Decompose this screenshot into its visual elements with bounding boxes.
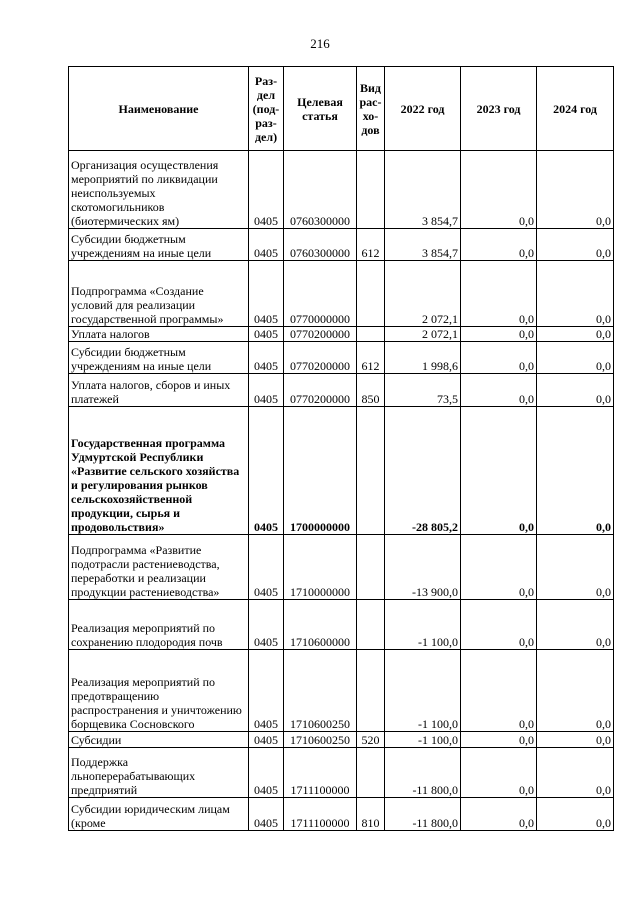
row-expense-type: 520 (357, 732, 385, 748)
table-row (69, 327, 614, 342)
row-2022: -13 900,0 (385, 535, 461, 600)
row-2022: 1 998,6 (385, 342, 461, 374)
row-name: Уплата налогов (69, 327, 249, 342)
table-row (69, 650, 614, 732)
row-name: Субсидии бюджетным учреждениям на иные цели (69, 342, 249, 374)
row-2023: 0,0 (461, 151, 537, 229)
row-section: 0405 (249, 732, 284, 748)
row-2022: 3 854,7 (385, 229, 461, 261)
table-row (69, 407, 614, 535)
row-2024: 0,0 (537, 151, 614, 229)
row-2024: 0,0 (537, 261, 614, 327)
row-2022: -1 100,0 (385, 732, 461, 748)
row-name: Подпрограмма «Развитие подотрасли растениеводства, переработки и реализации продукции растениеводства» (69, 535, 249, 600)
row-2023: 0,0 (461, 600, 537, 650)
row-target: 1710600250 (284, 650, 357, 732)
row-section: 0405 (249, 374, 284, 407)
row-2024: 0,0 (537, 748, 614, 798)
row-expense-type (357, 650, 385, 732)
row-target: 1711100000 (284, 798, 357, 831)
row-2022: 3 854,7 (385, 151, 461, 229)
row-expense-type (357, 151, 385, 229)
row-2022: -11 800,0 (385, 748, 461, 798)
row-2023: 0,0 (461, 342, 537, 374)
row-section: 0405 (249, 650, 284, 732)
row-target: 0770200000 (284, 327, 357, 342)
row-expense-type (357, 535, 385, 600)
row-2023: 0,0 (461, 327, 537, 342)
row-section: 0405 (249, 535, 284, 600)
row-expense-type: 612 (357, 229, 385, 261)
table-body (69, 151, 614, 831)
row-2024: 0,0 (537, 600, 614, 650)
budget-table (68, 66, 614, 831)
row-2023: 0,0 (461, 748, 537, 798)
table-row (69, 798, 614, 831)
row-section: 0405 (249, 151, 284, 229)
row-2022: -28 805,2 (385, 407, 461, 535)
row-section: 0405 (249, 229, 284, 261)
row-2024: 0,0 (537, 535, 614, 600)
table-row (69, 600, 614, 650)
row-target: 1710000000 (284, 535, 357, 600)
row-2024: 0,0 (537, 229, 614, 261)
row-name: Подпрограмма «Создание условий для реализации государственной программы» (69, 261, 249, 327)
row-name: Организация осуществления мероприятий по ликвидации неиспользуемых скотомогильников (биотермических ям) (69, 151, 249, 229)
row-name: Уплата налогов, сборов и иных платежей (69, 374, 249, 407)
row-section: 0405 (249, 327, 284, 342)
row-2024: 0,0 (537, 327, 614, 342)
row-name: Реализация мероприятий по предотвращению распространения и уничтожению борщевика Сосновского (69, 650, 249, 732)
row-name: Государственная программа Удмуртской Республики «Развитие сельского хозяйства и регулирования рынков сельскохозяйственной продукции, сырья и продовольствия» (69, 407, 249, 535)
row-expense-type (357, 748, 385, 798)
row-2023: 0,0 (461, 407, 537, 535)
row-2022: -1 100,0 (385, 650, 461, 732)
row-2024: 0,0 (537, 407, 614, 535)
row-name: Реализация мероприятий по сохранению плодородия почв (69, 600, 249, 650)
row-target: 0770000000 (284, 261, 357, 327)
row-name: Субсидии юридическим лицам (кроме (69, 798, 249, 831)
row-2024: 0,0 (537, 732, 614, 748)
row-2023: 0,0 (461, 374, 537, 407)
table-row (69, 342, 614, 374)
row-2023: 0,0 (461, 229, 537, 261)
row-2022: 73,5 (385, 374, 461, 407)
page-number: 216 (310, 36, 330, 51)
row-2024: 0,0 (537, 798, 614, 831)
header-target: Целевая статья (284, 67, 357, 151)
header-2023: 2023 год (461, 67, 537, 151)
row-section: 0405 (249, 407, 284, 535)
row-2022: -11 800,0 (385, 798, 461, 831)
row-2024: 0,0 (537, 650, 614, 732)
row-2022: -1 100,0 (385, 600, 461, 650)
row-target: 0760300000 (284, 151, 357, 229)
table-row (69, 261, 614, 327)
row-target: 0770200000 (284, 374, 357, 407)
row-section: 0405 (249, 261, 284, 327)
header-2024: 2024 год (537, 67, 614, 151)
table-header-row (69, 67, 614, 151)
row-2023: 0,0 (461, 535, 537, 600)
row-expense-type (357, 600, 385, 650)
row-section: 0405 (249, 798, 284, 831)
row-2024: 0,0 (537, 374, 614, 407)
table-row (69, 151, 614, 229)
header-expense-type: Вид рас- хо- дов (357, 67, 385, 151)
row-expense-type (357, 261, 385, 327)
row-2022: 2 072,1 (385, 327, 461, 342)
header-section: Раз- дел (под- раз- дел) (249, 67, 284, 151)
row-section: 0405 (249, 748, 284, 798)
row-target: 0770200000 (284, 342, 357, 374)
table-row (69, 748, 614, 798)
row-section: 0405 (249, 600, 284, 650)
row-2024: 0,0 (537, 342, 614, 374)
header-2022: 2022 год (385, 67, 461, 151)
row-name: Субсидии бюджетным учреждениям на иные цели (69, 229, 249, 261)
table-row (69, 732, 614, 748)
row-2023: 0,0 (461, 650, 537, 732)
row-section: 0405 (249, 342, 284, 374)
table-row (69, 229, 614, 261)
row-target: 1700000000 (284, 407, 357, 535)
row-2022: 2 072,1 (385, 261, 461, 327)
row-name: Субсидии (69, 732, 249, 748)
table-row (69, 374, 614, 407)
row-target: 1710600000 (284, 600, 357, 650)
table-row (69, 535, 614, 600)
row-expense-type (357, 407, 385, 535)
row-2023: 0,0 (461, 261, 537, 327)
row-target: 1711100000 (284, 748, 357, 798)
row-expense-type (357, 327, 385, 342)
row-2023: 0,0 (461, 798, 537, 831)
row-expense-type: 810 (357, 798, 385, 831)
row-target: 0760300000 (284, 229, 357, 261)
row-expense-type: 850 (357, 374, 385, 407)
row-name: Поддержка льноперерабатывающих предприятий (69, 748, 249, 798)
row-2023: 0,0 (461, 732, 537, 748)
header-name: Наименование (69, 67, 249, 151)
row-expense-type: 612 (357, 342, 385, 374)
row-target: 1710600250 (284, 732, 357, 748)
